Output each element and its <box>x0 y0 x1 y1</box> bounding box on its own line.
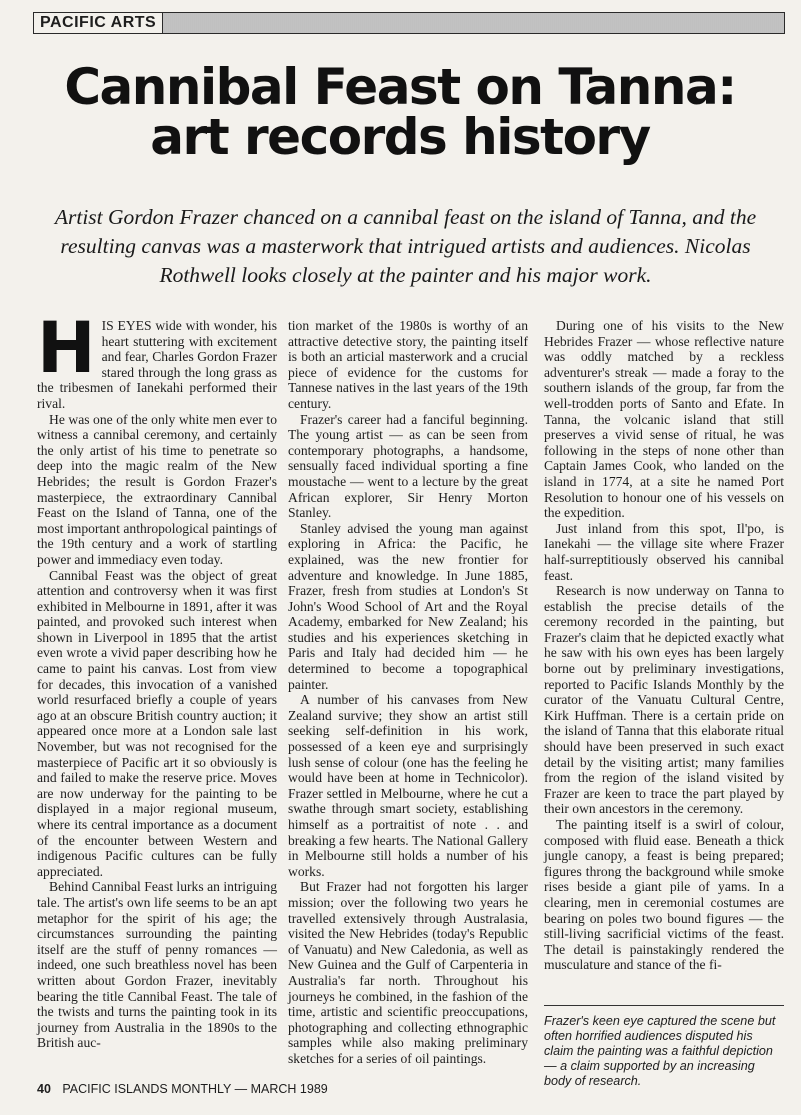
paragraph: Just inland from this spot, Il'po, is Ianekahi — the village site where Frazer half-surreptitiously observed his cannibal feast. <box>544 520 784 583</box>
paragraph: tion market of the 1980s is worthy of an attractive detective story, the painting itself is both an articial masterwork and a crucial piece of evidence for the customs for Tannese natives in the last years of the 19th century. <box>288 318 528 411</box>
publication-line: PACIFIC ISLANDS MONTHLY — MARCH 1989 <box>62 1082 328 1096</box>
paragraph: Frazer's career had a fanciful beginning. The young artist — as can be seen from contemporary photographs, a handsome, sensually faced individual sporting a fine moustache — went to a lecture by the great African explorer, Sir Henry Morton Stanley. <box>288 411 528 521</box>
paragraph: Behind Cannibal Feast lurks an intriguing tale. The artist's own life seems to be an apt metaphor for the spirit of his age; the circumstances surrounding the painting itself are the stuff of penny romances — indeed, one such breathless novel has been written about Gordon Frazer, inevitably bearing the title Cannibal Feast. The tale of the twists and turns the painting took in its journey from Australia in the 1890s to the British auc- <box>37 879 277 1051</box>
paragraph: During one of his visits to the New Hebrides Frazer — whose reflective nature was oddly matched by a reckless adventurer's streak — made a foray to the southern islands of the group, far from the well-trodden ports of Santo and Efate. In Tanna, the volcanic island that still preserves a vivid sense of ritual, he was following in the steps of none other than Captain James Cook, who landed on the island in 1774, at a site he named Port Resolution to honour one of his vessels on the expedition. <box>544 318 784 521</box>
drop-cap: H <box>37 307 96 389</box>
paragraph: IS EYES wide with wonder, his heart stuttering with excitement and fear, Charles Gordon Frazer stared through the long grass as the tribesmen of Ianekahi performed their rival. <box>37 318 277 411</box>
section-label: PACIFIC ARTS <box>34 13 163 33</box>
paragraph: Research is now underway on Tanna to establish the precise details of the ceremony recorded in the painting, but Frazer's claim that he depicted exactly what he saw with his own eyes has been largely borne out by preliminary investigations, reported to Pacific Islands Monthly by the curator of the Vanuatu Cultural Centre, Kirk Huffman. There is a certain pride on the island of Tanna that this elaborate ritual should have been preserved in such exact detail by the visiting artist; many families from the region of the island visited by Frazer are keen to trace the part played by their own ancestors in the ceremony. <box>544 583 784 817</box>
article-column-1 <box>37 307 277 1051</box>
paragraph: But Frazer had not forgotten his larger mission; over the following two years he travelled extensively through Australasia, visited the New Hebrides (today's Republic of Vanuatu) and New Caledonia, as well as New Guinea and the Gulf of Carpenteria in Australia's far north. Throughout his journeys he combined, in the fashion of the time, artistic and scientific preoccupations, photographing and collecting ethnographic samples while also making preliminary sketches for a series of oil paintings. <box>288 879 528 1066</box>
image-caption: Frazer's keen eye captured the scene but often horrified audiences disputed his claim the painting was a faithful depiction — a claim supported by an increasing body of research. <box>544 1014 776 1088</box>
paragraph: The painting itself is a swirl of colour, composed with fluid ease. Beneath a thick jungle canopy, a feast is being prepared; figures throng the background while smoke rises beside a giant pile of yams. In a clearing, men in ceremonial costumes are bearing on poles two bound figures — the still-living sacrificial victims of the feast. The detail is painstakingly rendered the musculature and stance of the fi- <box>544 817 784 973</box>
section-header-bar <box>33 12 785 34</box>
standfirst: Artist Gordon Frazer chanced on a cannibal feast on the island of Tanna, and the resulting canvas was a masterwork that intrigued artists and audiences. Nicolas Rothwell looks closely at the painter and his major work. <box>54 205 757 287</box>
headline-line-2: art records history <box>150 108 650 166</box>
paragraph: A number of his canvases from New Zealand survive; they show an artist still seeking self-definition in his work, possessed of a keen eye and surprisingly lush sense of colour (one has the feeling he would have been at home in Technicolor). Frazer settled in Melbourne, where he cut a swathe through smart society, establishing himself as a portraitist of note . . and breaking a few hearts. The National Gallery in Melbourne still holds a number of his works. <box>288 692 528 879</box>
paragraph: Cannibal Feast was the object of great attention and controversy when it was first exhibited in Melbourne in 1891, after it was painted, and provoked such interest when shown in Liverpool in 1895 that the artist even wrote a vivid paper describing how he came to paint his canvas. Lost from view for decades, this invocation of a vanished world resurfaced briefly a couple of years ago at an obscure British country auction; it appeared once more at a London sale last November, but was not recognised for the masterpiece of Pacific art it so obviously is and failed to make the reserve price. Moves are now underway for the painting to be displayed in a major regional museum, where its central importance as a document of the encounter between Western and indigenous Pacific cultures can be fully appreciated. <box>37 567 277 879</box>
headline <box>40 58 760 166</box>
caption-divider <box>544 1005 784 1006</box>
paragraph: He was one of the only white men ever to witness a cannibal ceremony, and certainly the only artist of his time to penetrate so deep into the magic realm of the New Hebrides; the result is Gordon Frazer's masterpiece, the extraordinary Cannibal Feast on the Island of Tanna, one of the most important anthropological paintings of the 19th century and a work of startling power and immediacy even today. <box>37 411 277 567</box>
article-column-3 <box>544 318 784 973</box>
headline-line-1: Cannibal Feast on Tanna: <box>64 58 736 116</box>
page-number: 40 <box>37 1082 51 1096</box>
page-footer <box>37 1081 437 1097</box>
article-column-2 <box>288 318 528 1067</box>
paragraph: Stanley advised the young man against exploring in Africa: the Pacific, he explained, was the new frontier for adventure and knowledge. In June 1885, Frazer, fresh from studies at London's St John's Wood School of Art and the Royal Academy, embarked for New Zealand; his studies and his experiences sketching in Paris and Italy had decided him — he determined to become a topographical painter. <box>288 520 528 692</box>
